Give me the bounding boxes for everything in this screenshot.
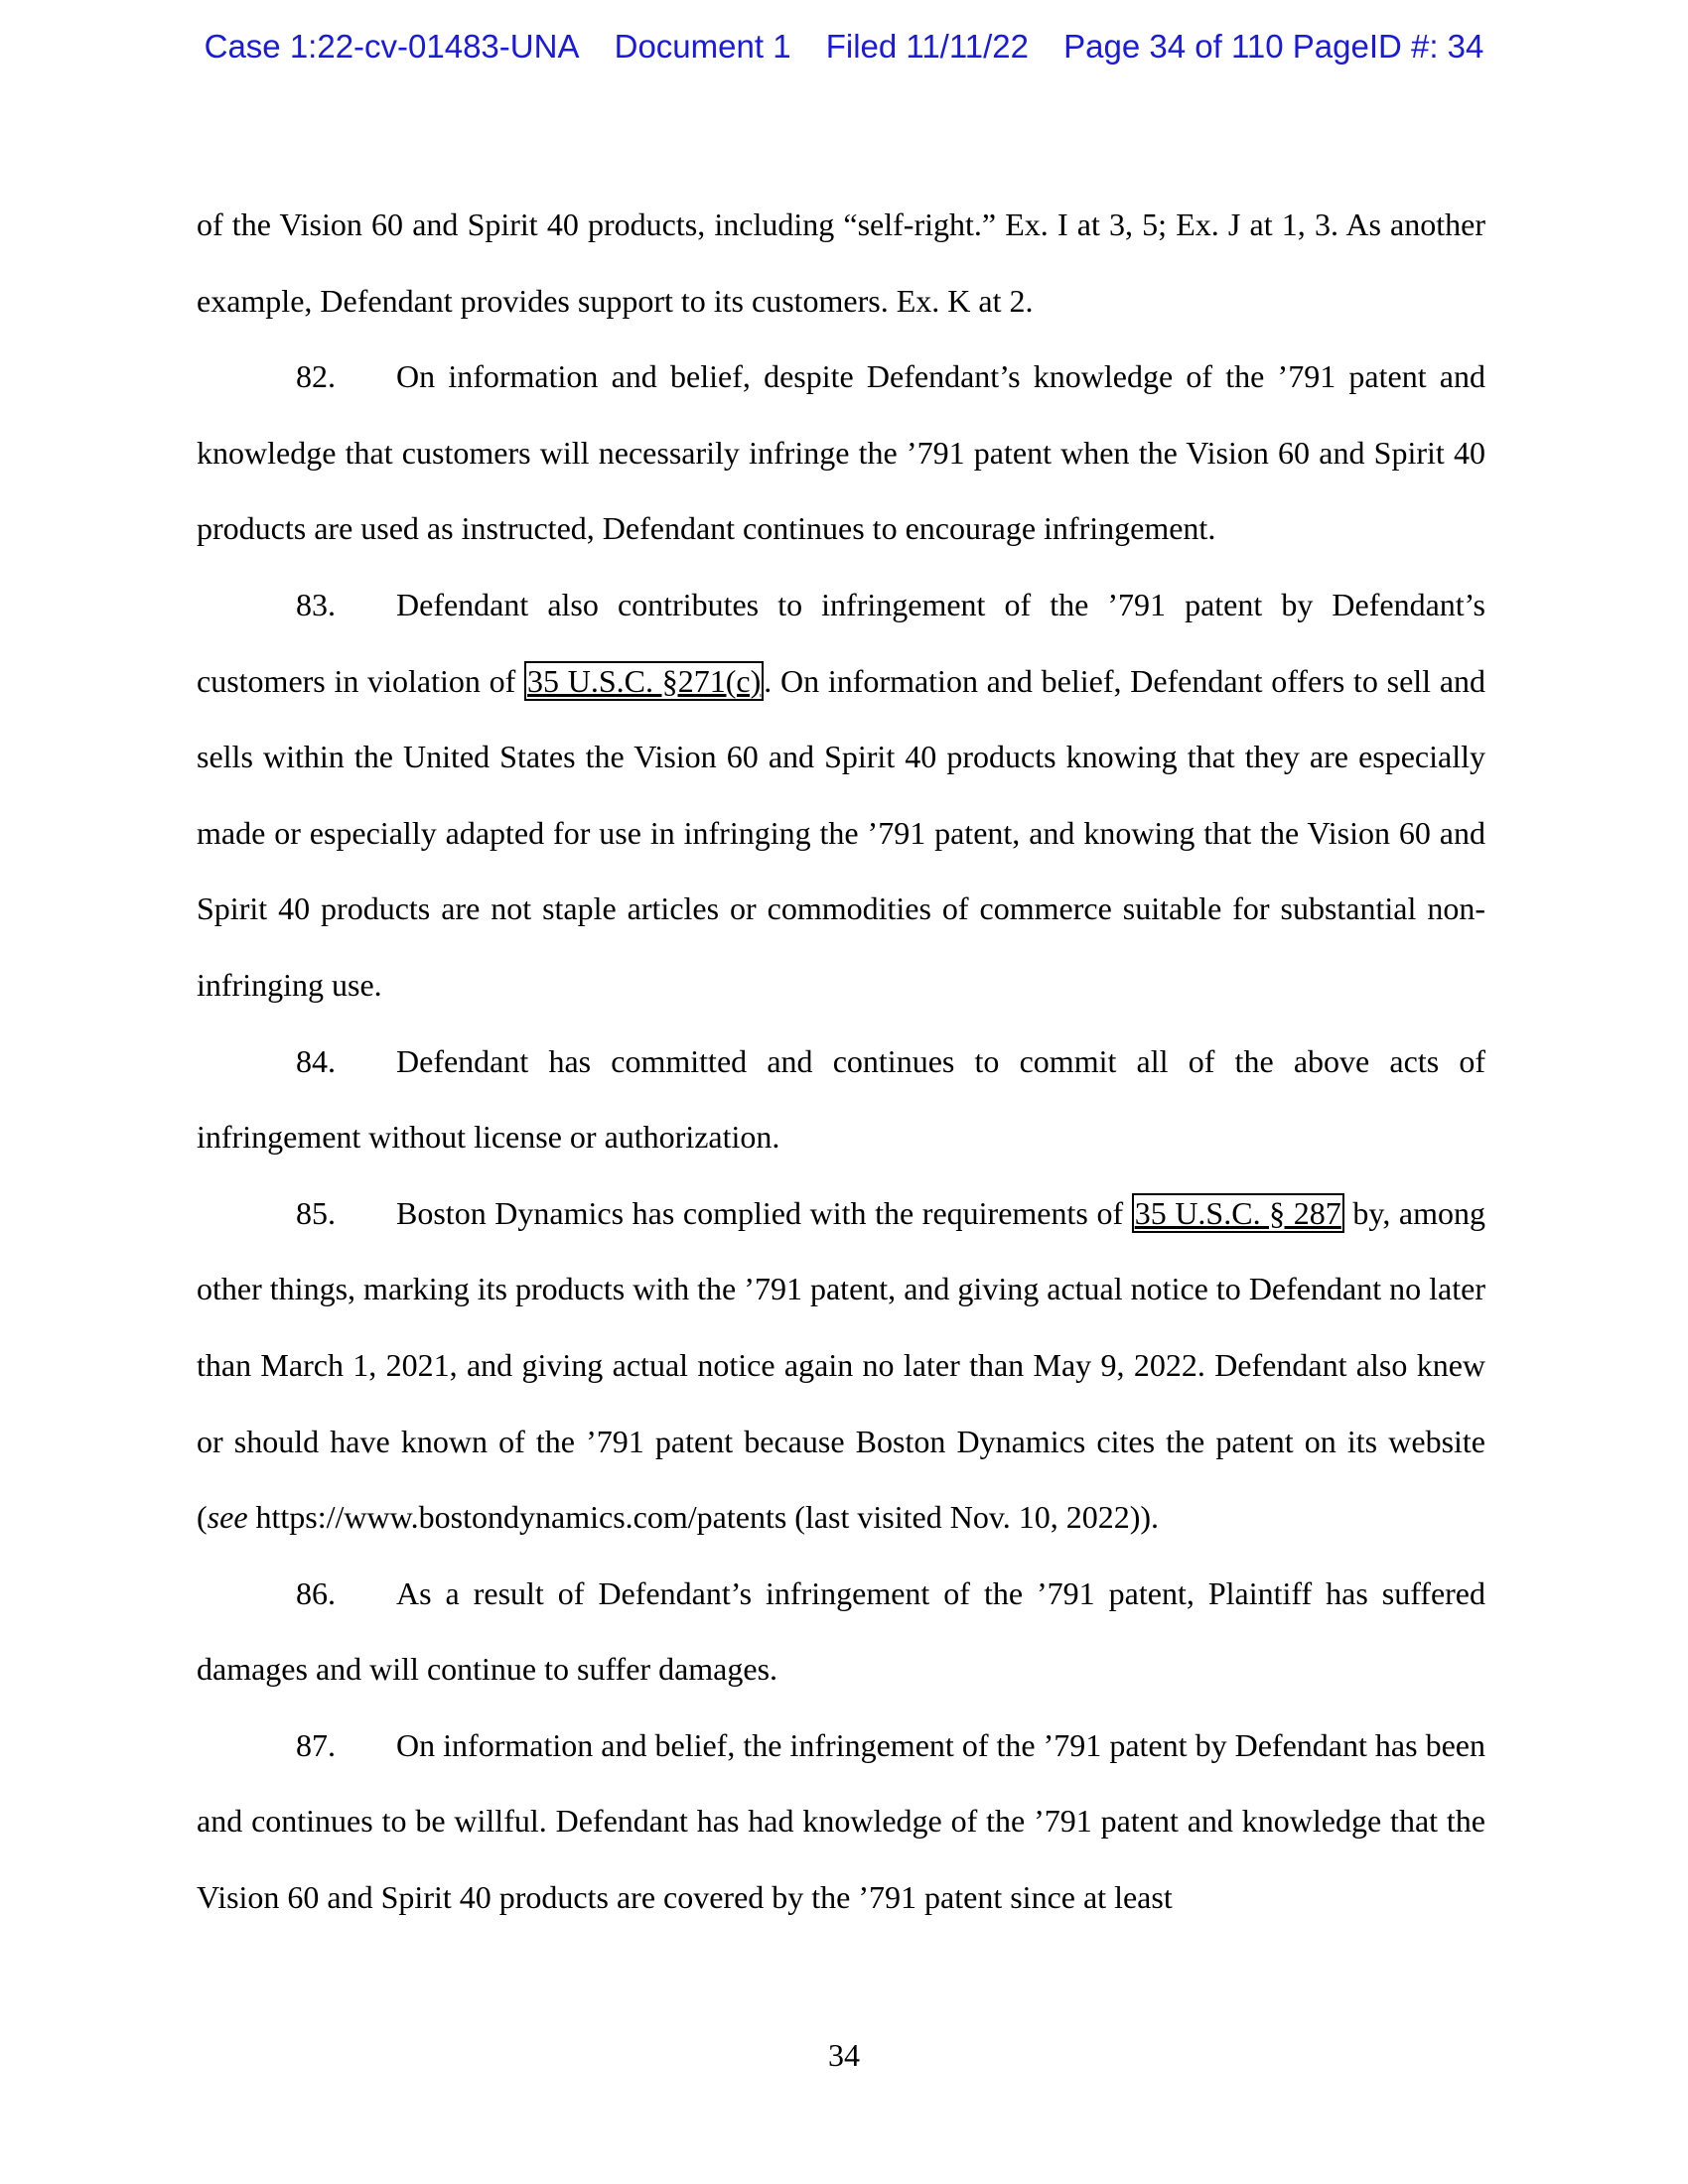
- statute-citation-link[interactable]: 35 U.S.C. §271(c): [524, 661, 764, 701]
- case-header: [0, 28, 1688, 66]
- page-number: 34: [828, 2037, 860, 2073]
- paragraph-text: https://www.bostondynamics.com/patents (last visited Nov. 10, 2022)).: [247, 1499, 1160, 1536]
- paragraph-number: 86.: [296, 1574, 336, 1611]
- see-signal: see: [207, 1499, 248, 1536]
- paragraph-87: [197, 1707, 1485, 1936]
- paragraph-82: [197, 339, 1485, 567]
- paragraph-number: 84.: [296, 1042, 336, 1079]
- paragraph-85: [197, 1175, 1485, 1556]
- paragraph-text: by, among other things, marking its products with the ’791 patent, and giving actual notice to Defendant no later than March 1, 2021, and giving actual notice again no later than May 9, 2022. Defendant also knew or should have known of the ’791 patent because Boston Dynamics cites the patent on its website (: [197, 1194, 1486, 1536]
- paragraph-number: 87.: [296, 1726, 336, 1763]
- paragraph-text: Defendant also contributes to infringement of the ’791 patent by Defendant’s customers in violation of: [197, 586, 1485, 699]
- paragraph-number: 82.: [296, 358, 336, 395]
- statute-citation-link[interactable]: 35 U.S.C. § 287: [1132, 1193, 1344, 1233]
- header-page-info: Page 34 of 110 PageID #: 34: [1063, 28, 1484, 65]
- header-filed-date: Filed 11/11/22: [825, 28, 1029, 65]
- paragraph-text: On information and belief, the infringement of the ’791 patent by Defendant has been and continues to be willful. Defendant has had knowledge of the ’791 patent and knowledge that the Vision 60 and Spirit 40 products are covered by the ’791 patent since at least: [197, 1726, 1485, 1916]
- paragraph-number: 85.: [296, 1194, 336, 1231]
- paragraph-number: 83.: [296, 586, 336, 622]
- header-case-number: Case 1:22-cv-01483-UNA: [204, 28, 580, 65]
- paragraph-86: [197, 1556, 1485, 1707]
- paragraph-81-continuation: of the Vision 60 and Spirit 40 products, including “self-right.” Ex. I at 3, 5; Ex. J at 1, 3. As another example, Defendant provides support to its customers. Ex. K at 2.: [197, 206, 1485, 319]
- paragraph-text: . On information and belief, Defendant offers to sell and sells within the United States the Vision 60 and Spirit 40 products knowing that they are especially made or especially adapted for use in infringing the ’791 patent, and knowing that the Vision 60 and Spirit 40 products are not staple articles or commodities of commerce suitable for substantial non-infringing use.: [197, 662, 1486, 1003]
- document-body: [197, 187, 1485, 1936]
- paragraph-84: [197, 1024, 1485, 1175]
- paragraph-text: Boston Dynamics has complied with the requirements of: [396, 1194, 1132, 1231]
- paragraph-text: On information and belief, despite Defendant’s knowledge of the ’791 patent and knowledge that customers will necessarily infringe the ’791 patent when the Vision 60 and Spirit 40 products are used as instructed, Defendant continues to encourage infringement.: [197, 358, 1485, 547]
- paragraph-text: Defendant has committed and continues to commit all of the above acts of infringement without license or authorization.: [197, 1042, 1485, 1156]
- paragraph-83: [197, 567, 1485, 1024]
- paragraph-text: As a result of Defendant’s infringement of the ’791 patent, Plaintiff has suffered damages and will continue to suffer damages.: [197, 1574, 1485, 1688]
- header-document: Document 1: [614, 28, 791, 65]
